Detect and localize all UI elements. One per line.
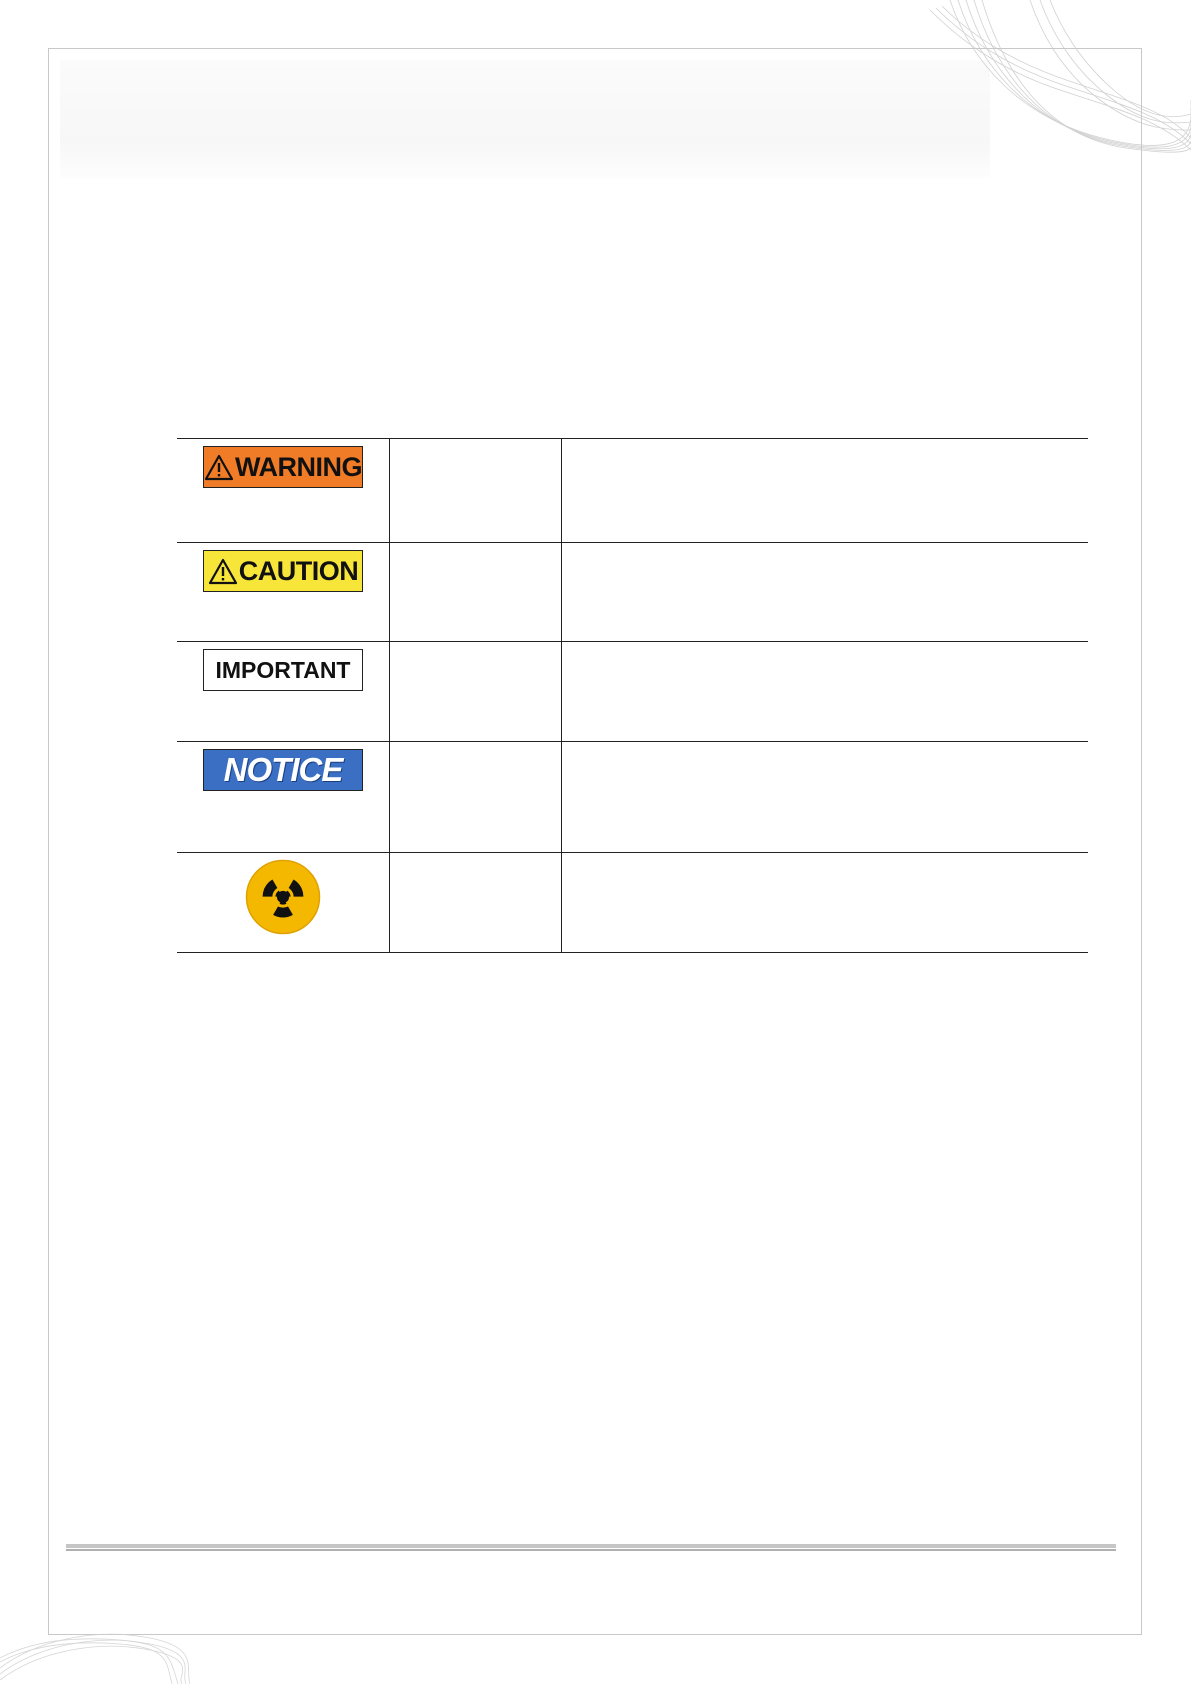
term-cell xyxy=(390,853,562,953)
decorative-swirl-bottom-left xyxy=(0,1628,190,1684)
term-cell xyxy=(390,742,562,853)
footer-rule xyxy=(66,1544,1116,1553)
radiation-trefoil-icon xyxy=(245,859,321,935)
warning-sign xyxy=(203,446,363,488)
caution-sign xyxy=(203,550,363,592)
table-row-caution xyxy=(177,543,1088,642)
warning-sign-label: WARNING xyxy=(235,451,362,482)
description-cell xyxy=(562,543,1089,642)
sign-cell xyxy=(177,543,390,642)
description-cell xyxy=(562,742,1089,853)
sign-cell xyxy=(177,742,390,853)
sign-cell xyxy=(177,642,390,742)
sign-cell xyxy=(177,439,390,543)
sign-cell xyxy=(177,853,390,953)
important-sign xyxy=(203,649,363,691)
notice-sign-label: NOTICE xyxy=(223,751,343,788)
header-band xyxy=(60,60,990,178)
warning-triangle-icon xyxy=(204,454,234,481)
term-cell xyxy=(390,543,562,642)
safety-symbols-table xyxy=(177,438,1088,953)
term-cell xyxy=(390,439,562,543)
table-row-radiation xyxy=(177,853,1088,953)
caution-sign-label: CAUTION xyxy=(238,555,359,586)
description-cell xyxy=(562,853,1089,953)
notice-sign xyxy=(203,749,363,791)
description-cell xyxy=(562,439,1089,543)
description-cell xyxy=(562,642,1089,742)
term-cell xyxy=(390,642,562,742)
table-row-warning xyxy=(177,439,1088,543)
caution-triangle-icon xyxy=(208,558,238,585)
table-row-notice xyxy=(177,742,1088,853)
important-sign-label: IMPORTANT xyxy=(215,656,351,683)
table-row-important xyxy=(177,642,1088,742)
